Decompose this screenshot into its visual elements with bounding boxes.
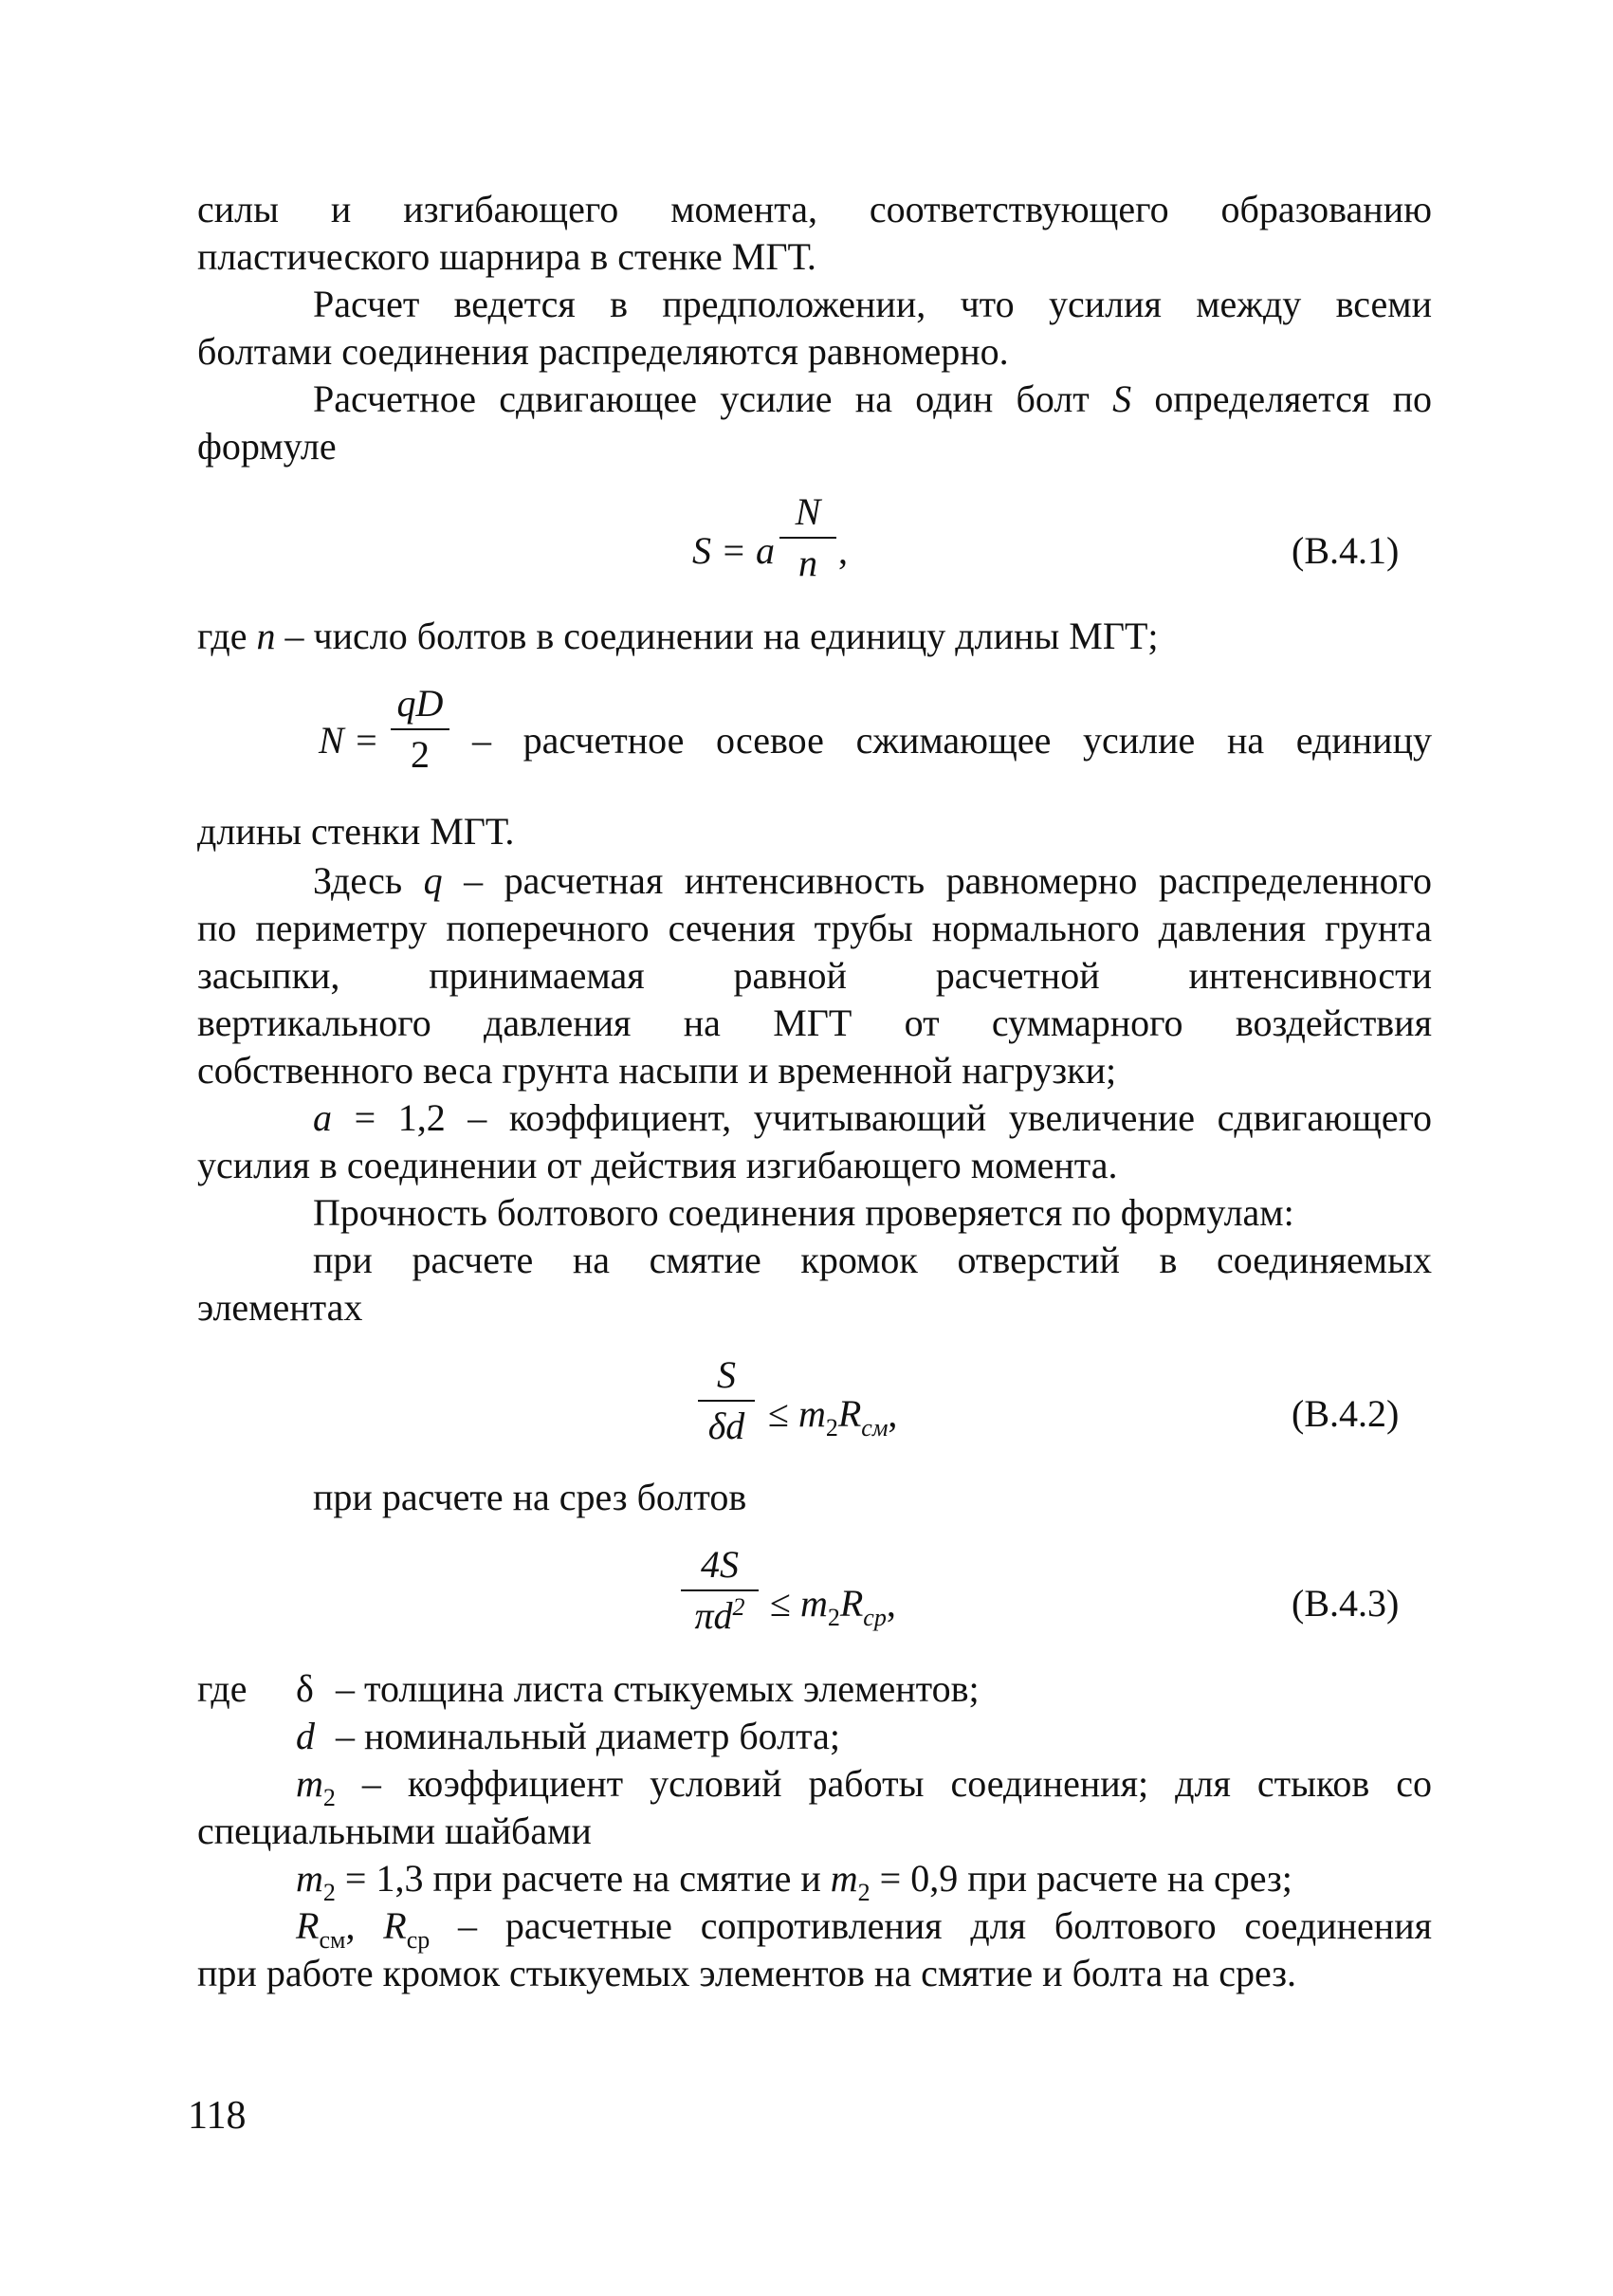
- text-line: специальными шайбами: [197, 1809, 592, 1852]
- text-line: по периметру поперечного сечения трубы нормального давления грунта: [197, 907, 1432, 949]
- equation-fraction: [391, 683, 449, 776]
- text-line: вертикального давления на МГТ от суммарного воздействия: [197, 1001, 1432, 1044]
- fraction-numerator: S: [717, 1353, 736, 1396]
- text-line: пластического шарнира в стенке МГТ.: [197, 235, 816, 278]
- text-line: силы и изгибающего момента, соответствующего образованию: [197, 188, 1432, 230]
- equation-number: (B.4.2): [1292, 1392, 1400, 1435]
- text-line: при расчете на смятие кромок отверстий в соединяемых: [313, 1239, 1432, 1281]
- fraction-denominator: n: [798, 542, 817, 584]
- equation-lhs: S = a: [692, 529, 775, 572]
- text-line: Расчетное сдвигающее усилие на один болт S определяется по: [313, 377, 1432, 420]
- text-line: усилия в соединении от действия изгибающего момента.: [197, 1144, 1118, 1186]
- text-line: d: [296, 1715, 315, 1757]
- text-line: при работе кромок стыкуемых элементов на смятие и болта на срез.: [197, 1952, 1297, 1994]
- page-number: 118: [188, 2094, 247, 2138]
- fraction-denominator: 2: [411, 733, 430, 776]
- text-line: – толщина листа стыкуемых элементов;: [336, 1667, 980, 1710]
- equation-comma: ,: [838, 529, 848, 572]
- text-line: $m_2$ – коэффициент условий работы соединения; для стыков со: [296, 1762, 1432, 1811]
- text-line: $m_2 = 1,3$ при расчете на смятие и $m_2 = 0,9$ при расчете на срез;: [296, 1857, 1292, 1906]
- text-line: где n – число болтов в соединении на единицу длины МГТ;: [197, 615, 1159, 657]
- equation-fraction: [779, 491, 836, 584]
- fraction-bar: [779, 537, 836, 539]
- equation-fraction: [698, 1354, 755, 1447]
- text-line: – расчетное осевое сжимающее усилие на единицу: [472, 719, 1432, 762]
- text-line: длины стенки МГТ.: [197, 810, 515, 853]
- equation-number: (B.4.1): [1292, 529, 1400, 572]
- text-line: собственного веса грунта насыпи и временной нагрузки;: [197, 1049, 1117, 1092]
- text-line: $R_{см}$, $R_{ср}$ – расчетные сопротивления для болтового соединения: [296, 1904, 1433, 1954]
- fraction-numerator: 4S: [701, 1543, 739, 1586]
- text-line: a = 1,2 – коэффициент, учитывающий увеличение сдвигающего: [313, 1096, 1432, 1139]
- equation-rhs: ≤ $m_2R_{ср}$,: [770, 1582, 896, 1631]
- fraction-denominator: δd: [707, 1405, 745, 1447]
- equation-fraction: [681, 1544, 759, 1642]
- equation-number: (B.4.3): [1292, 1582, 1400, 1625]
- text-line: при расчете на срез болтов: [313, 1476, 747, 1518]
- fraction-bar: [681, 1589, 759, 1591]
- fraction-numerator: qD: [396, 682, 444, 725]
- text-line: элементах: [197, 1286, 363, 1329]
- text-line: – номинальный диаметр болта;: [336, 1715, 840, 1757]
- fraction-numerator: N: [795, 490, 821, 533]
- text-line: Расчет ведется в предположении, что усилия между всеми: [313, 283, 1432, 325]
- text-line: Прочность болтового соединения проверяется по формулам:: [313, 1191, 1294, 1234]
- text-line: где: [197, 1667, 247, 1710]
- text-line: болтами соединения распределяются равномерно.: [197, 330, 1009, 373]
- text-line: δ: [296, 1667, 314, 1710]
- text-line: формуле: [197, 425, 337, 468]
- equation-lhs: N =: [319, 719, 379, 762]
- fraction-bar: [698, 1400, 755, 1402]
- equation-rhs: ≤ $m_2R_{см}$,: [768, 1392, 898, 1442]
- text-line: засыпки, принимаемая равной расчетной интенсивности: [197, 954, 1432, 997]
- fraction-bar: [391, 728, 449, 730]
- text-line: Здесь q – расчетная интенсивность равномерно распределенного: [313, 859, 1433, 902]
- fraction-denominator: $\pi d^2$: [694, 1593, 745, 1637]
